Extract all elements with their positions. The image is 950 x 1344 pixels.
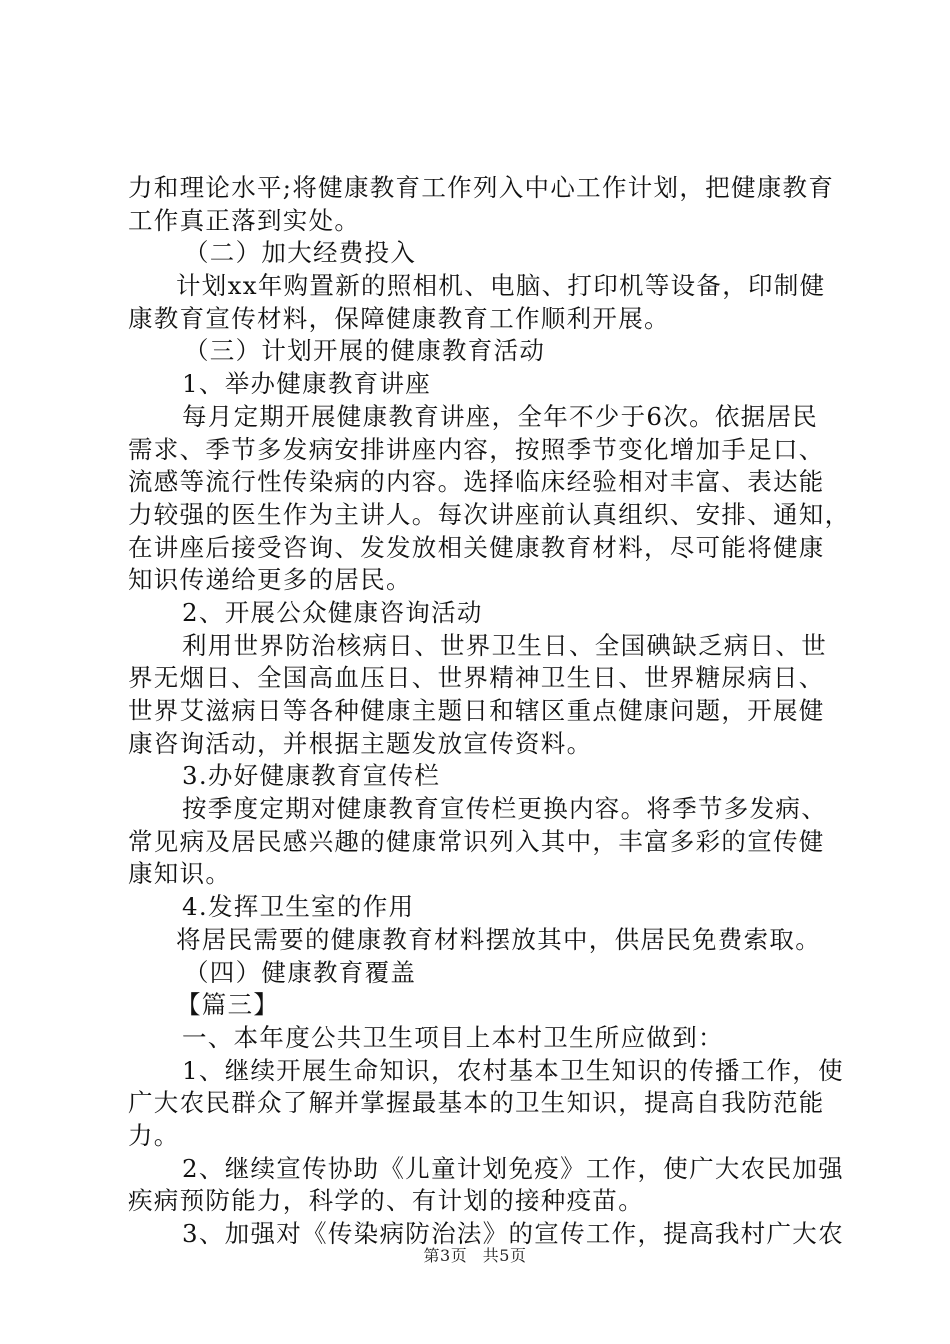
text-line: 按季度定期对健康教育宣传栏更换内容。将季节多发病、 <box>182 794 827 824</box>
text-line: （三）计划开展的健康教育活动 <box>184 336 546 366</box>
text-line: 知识传递给更多的居民。 <box>128 565 412 595</box>
text-line: 广大农民群众了解并掌握最基本的卫生知识，提高自我防范能 <box>128 1088 825 1118</box>
page-total: 共5页 <box>482 1246 527 1265</box>
text-line: 流感等流行性传染病的内容。选择临床经验相对丰富、表达能 <box>128 467 825 497</box>
text-line: 在讲座后接受咨询、发发放相关健康教育材料，尽可能将健康 <box>128 532 825 562</box>
text-line: 利用世界防治核病日、世界卫生日、全国碘缺乏病日、世 <box>182 630 827 660</box>
text-line: 康知识。 <box>128 859 232 889</box>
page-number: 第3页 <box>423 1246 468 1265</box>
document-body <box>128 172 851 1251</box>
text-line: 康教育宣传材料，保障健康教育工作顺利开展。 <box>128 303 670 333</box>
text-line: 工作真正落到实处。 <box>128 205 361 235</box>
text-line: 世界艾滋病日等各种健康主题日和辖区重点健康问题，开展健 <box>128 696 825 725</box>
text-line: 一、本年度公共卫生项目上本村卫生所应做到： <box>182 1022 724 1052</box>
text-line: 4.发挥卫生室的作用 <box>182 892 415 922</box>
page-footer <box>0 1243 950 1266</box>
text-line: 力和理论水平;将健康教育工作列入中心工作计划，把健康教育 <box>128 173 835 202</box>
text-line: 2、继续宣传协助《儿童计划免疫》工作，使广大农民加强 <box>182 1153 844 1183</box>
text-line: 将居民需要的健康教育材料摆放其中，供居民免费索取。 <box>176 924 821 954</box>
text-line: 力。 <box>128 1120 180 1150</box>
text-line: 需求、季节多发病安排讲座内容，按照季节变化增加手足口、 <box>128 434 825 464</box>
text-line: 3.办好健康教育宣传栏 <box>182 761 441 791</box>
text-line: 疾病预防能力，科学的、有计划的接种疫苗。 <box>128 1186 644 1216</box>
text-line: 【篇三】 <box>176 990 280 1020</box>
text-line: 计划xx年购置新的照相机、电脑、打印机等设备，印制健 <box>176 271 826 301</box>
text-line: （四）健康教育覆盖 <box>184 957 417 987</box>
text-line: （二）加大经费投入 <box>184 238 417 268</box>
text-line: 1、举办健康教育讲座 <box>182 369 432 399</box>
text-line: 界无烟日、全国高血压日、世界精神卫生日、世界糖尿病日、 <box>128 663 825 693</box>
text-line: 力较强的医生作为主讲人。每次讲座前认真组织、安排、通知， <box>128 499 851 529</box>
text-line: 常见病及居民感兴趣的健康常识列入其中，丰富多彩的宣传健 <box>128 826 825 856</box>
text-line: 3、加强对《传染病防治法》的宣传工作，提高我村广大农 <box>182 1219 844 1248</box>
text-line: 每月定期开展健康教育讲座，全年不少于6次。依据居民 <box>182 401 819 431</box>
text-line: 康咨询活动，并根据主题发放宣传资料。 <box>128 728 593 758</box>
text-line: 1、继续开展生命知识，农村基本卫生知识的传播工作，使 <box>182 1055 844 1085</box>
text-line: 2、开展公众健康咨询活动 <box>182 597 483 627</box>
